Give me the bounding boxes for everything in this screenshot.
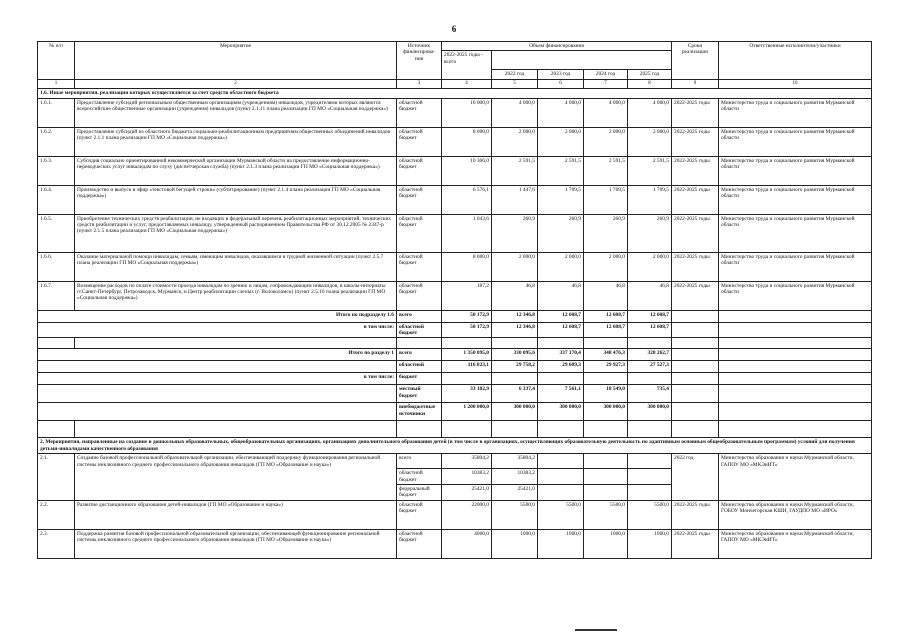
value-cell: 735,4: [628, 385, 672, 403]
value-cell: [538, 484, 584, 500]
row-number: 1.6.5.: [38, 214, 75, 252]
row-event: Создание базовой профессиональной образовательной организации, обеспечивающей поддержку функционирования региональной системы инклюзивного среднего профессионального образования инвалидов (ГП МО «Образование и наука»): [75, 454, 397, 501]
value-cell: 2 000,0: [584, 252, 628, 281]
value-cell: 46,8: [492, 281, 538, 310]
row-source: областной бюджет: [397, 529, 442, 558]
value-cell: 116 823,1: [442, 361, 492, 373]
header-year-2022: 2022 год: [492, 70, 538, 79]
value-cell: 330 095,6: [492, 349, 538, 361]
spacer-row: [38, 421, 872, 438]
empty-cell: [672, 373, 719, 385]
value-cell: 1 447,6: [492, 185, 538, 214]
table-row: [38, 127, 872, 156]
value-cell: 2 000,0: [538, 127, 584, 156]
row-term: 2022-2025 годы: [672, 500, 719, 529]
row-responsible: Министерство труда и социального развития Мурманской области: [719, 281, 872, 310]
total-label: [38, 385, 397, 403]
row-term: 2022-2025 годы: [672, 529, 719, 558]
header-year-2025: 2025 год: [628, 70, 672, 79]
value-cell: 1000,0: [538, 529, 584, 558]
value-cell: 46,8: [538, 281, 584, 310]
value-cell: 25421,0: [442, 484, 492, 500]
empty-cell: [719, 349, 872, 361]
subtotal-source: всего: [397, 310, 442, 322]
value-cell: 300 000,0: [628, 403, 672, 421]
empty-cell: [719, 421, 872, 438]
row-term: 2022-2025 годы: [672, 281, 719, 310]
value-cell: 22000,0: [442, 500, 492, 529]
value-cell: 1 043,6: [442, 214, 492, 252]
empty-cell: [719, 310, 872, 322]
value-cell: 50 172,9: [442, 310, 492, 322]
row-term: 2022-2025 годы: [672, 185, 719, 214]
col-number: 4: [442, 79, 492, 88]
header-terms: Сроки реализации: [672, 42, 719, 80]
value-cell: 29 927,3: [584, 361, 628, 373]
subtotal-incl-text: в том числе:: [363, 323, 394, 330]
empty-cell: [584, 421, 628, 438]
value-cell: 5500,0: [538, 500, 584, 529]
value-cell: 2 591,5: [584, 156, 628, 185]
row-number: 1.6.6.: [38, 252, 75, 281]
value-cell: 260,9: [538, 214, 584, 252]
empty-cell: [538, 421, 584, 438]
total-row: [38, 373, 872, 385]
value-cell: [538, 373, 584, 385]
row-responsible: Министерство труда и социального развития Мурманской области: [719, 214, 872, 252]
value-cell: [492, 373, 538, 385]
value-cell: 5500,0: [628, 500, 672, 529]
header-years-space: [492, 51, 672, 70]
total-source: всего: [397, 349, 442, 361]
value-cell: [584, 373, 628, 385]
col-number: 6: [538, 79, 584, 88]
table-row: [38, 185, 872, 214]
value-cell: [538, 469, 584, 485]
value-cell: 10383,2: [442, 469, 492, 485]
value-cell: [628, 469, 672, 485]
row-source: областной бюджет: [397, 127, 442, 156]
page-number: 6: [451, 24, 457, 34]
col-number: 10: [719, 79, 872, 88]
empty-cell: [719, 385, 872, 403]
row-responsible: Министерство труда и социального развития Мурманской области: [719, 185, 872, 214]
empty-cell: [719, 373, 872, 385]
value-cell: 12 346,8: [492, 322, 538, 338]
table-row: [38, 214, 872, 252]
row-term: 2022-2025 годы: [672, 252, 719, 281]
value-cell: [584, 484, 628, 500]
row-responsible: Министерство труда и социального развития Мурманской области: [719, 252, 872, 281]
header-year-2023: 2023 год: [538, 70, 584, 79]
value-cell: 2 000,0: [628, 252, 672, 281]
row-source: областной бюджет: [397, 214, 442, 252]
value-cell: 33 182,9: [442, 385, 492, 403]
row-number: 2.2.: [38, 500, 75, 529]
value-cell: 29 758,2: [492, 361, 538, 373]
value-cell: 2 591,5: [492, 156, 538, 185]
value-cell: 29 609,3: [538, 361, 584, 373]
col-number: 9: [672, 79, 719, 88]
empty-cell: [719, 322, 872, 338]
value-cell: 348 476,3: [584, 349, 628, 361]
row-source: областной бюджет: [397, 185, 442, 214]
row-event: Поддержка развития базовой профессиональной образовательной организации, обеспечивающей функционирование региональной системы инклюзивного среднего профессионального образования инвалидов (ГП МО «Образование и наука»): [75, 529, 397, 558]
row-event: Возмещение расходов по оплате стоимости проезда инвалидам по зрению и лицам, сопровождающим инвалидов, в школы-интернаты гг.Санкт-Петербург, Петрозаводск, Мурманск, в Центр реабилитации слепых (г. Волоколамск) (пункт 2.5.16 плана реализации ГП МО «Социальная поддержка»): [75, 281, 397, 310]
value-cell: 50 172,9: [442, 322, 492, 338]
empty-cell: [672, 338, 719, 349]
table-row: [38, 252, 872, 281]
empty-cell: [672, 361, 719, 373]
total-row: [38, 385, 872, 403]
section-title-row: [38, 88, 872, 98]
value-cell: 12 608,7: [584, 322, 628, 338]
value-cell: 16 000,0: [442, 98, 492, 127]
value-cell: 5500,0: [492, 500, 538, 529]
col-number: 8: [628, 79, 672, 88]
value-cell: 1 709,5: [538, 185, 584, 214]
empty-cell: [442, 421, 492, 438]
section-title: 1.6. Иные мероприятия, реализация которых осуществляется за счет средств областного бюджета: [38, 88, 872, 98]
subtotal-row: [38, 310, 872, 322]
value-cell: 300 000,0: [492, 403, 538, 421]
total-source: местный бюджет: [397, 385, 442, 403]
row-source: областной бюджет: [397, 281, 442, 310]
subtotal-label-text: Итого по подразделу 1.6: [335, 311, 394, 318]
col-number: 3: [397, 79, 442, 88]
row-event: Развитие дистанционного образования детей-инвалидов (ГП МО «Образование и наука»): [75, 500, 397, 529]
value-cell: 1000,0: [492, 529, 538, 558]
empty-cell: [719, 403, 872, 421]
empty-cell: [492, 338, 538, 349]
row-source: областной бюджет: [397, 252, 442, 281]
total-source: бюджет: [397, 373, 442, 385]
row-responsible: Министерство образования и науки Мурманской области, ГАПОУ МО «МКЭиИТ»: [719, 529, 872, 558]
value-cell: [584, 469, 628, 485]
empty-cell: [584, 338, 628, 349]
value-cell: 300 000,0: [584, 403, 628, 421]
value-cell: [442, 373, 492, 385]
value-cell: 187,2: [442, 281, 492, 310]
value-cell: 25421,0: [492, 484, 538, 500]
subtotal-label: [38, 322, 397, 338]
value-cell: 10 366,0: [442, 156, 492, 185]
empty-cell: [628, 421, 672, 438]
empty-cell: [397, 338, 442, 349]
row-responsible: Министерство труда и социального развития Мурманской области: [719, 127, 872, 156]
value-cell: 1 709,5: [584, 185, 628, 214]
value-cell: 1000,0: [628, 529, 672, 558]
value-cell: 4 000,0: [492, 98, 538, 127]
value-cell: [628, 484, 672, 500]
row-number: 1.6.7.: [38, 281, 75, 310]
total-source: внебюджетные источники: [397, 403, 442, 421]
value-cell: [584, 454, 628, 469]
column-numbering-row: [38, 79, 872, 88]
total-label: [38, 349, 397, 361]
row-number: 1.6.4.: [38, 185, 75, 214]
col-number: 2: [75, 79, 397, 88]
row-term: 2022-2025 годы: [672, 127, 719, 156]
value-cell: 12 608,7: [538, 310, 584, 322]
empty-cell: [672, 403, 719, 421]
row-responsible: Министерство труда и социального развития Мурманской области: [719, 98, 872, 127]
value-cell: 12 608,7: [538, 322, 584, 338]
row-number: 1.6.1.: [38, 98, 75, 127]
value-cell: 46,8: [584, 281, 628, 310]
footer-line: [575, 629, 617, 631]
empty-cell: [672, 421, 719, 438]
row-event: Субсидия социально ориентированной некоммерческой организации Мурманской области на предоставление информационно-переводческих услуг инвалидам по слуху (диспетчерская служба) (пункт 2.1.3 плана реализации ГП МО «Социальная поддержка»): [75, 156, 397, 185]
row-event: Предоставление субсидий из областного бюджета социально-реабилитационным предприятиям общественных объединений инвалидов (пункт 2.1.1 плана реализации ГП МО «Социальная поддержка»): [75, 127, 397, 156]
value-cell: [628, 454, 672, 469]
value-cell: 4 000,0: [628, 98, 672, 127]
subtotal-source: областной бюджет: [397, 322, 442, 338]
value-cell: 1 709,5: [628, 185, 672, 214]
table-row: [38, 98, 872, 127]
spacer-row: [38, 338, 872, 349]
row-term: 2022-2025 годы: [672, 156, 719, 185]
value-cell: 12 608,7: [628, 310, 672, 322]
row-source: областной бюджет: [397, 156, 442, 185]
value-cell: [628, 373, 672, 385]
value-cell: 12 346,8: [492, 310, 538, 322]
section-title: 2. Мероприятия, направленные на создание в дошкольных образовательных, общеобразовательных организациях, организациях дополнительного образования детей (в том числе в организациях, осуществляющих образовательную деятельность по адаптивным основным общеобразовательным программам) условий для получения детьми-инвалидами качественного образования: [38, 438, 872, 454]
empty-cell: [628, 338, 672, 349]
value-cell: 10383,2: [492, 469, 538, 485]
row-responsible: Министерство образования и науки Мурманской области, ГОБОУ Мончегорская КШИ, ГАУДПО МО «ИРО»: [719, 500, 872, 529]
row-event: Приобретение технических средств реабилитации, не входящих в федеральный перечень реабилитационных мероприятий, технических средств реабилитации и услуг, предоставляемых инвалиду, утвержденный распоряжением Правительства РФ от 30.12.2005 № 2347-р (пункт 2.1.5 плана реализации ГП МО «Социальная поддержка»): [75, 214, 397, 252]
value-cell: 2 000,0: [538, 252, 584, 281]
row-event: Оказание материальной помощи инвалидам, семьям, имеющим инвалидов, оказавшимся в трудной жизненной ситуации (пункт 2.5.7 плана реализации ГП МО «Социальная поддержка»): [75, 252, 397, 281]
value-cell: 8 000,0: [442, 127, 492, 156]
value-cell: 4 000,0: [538, 98, 584, 127]
value-cell: 300 000,0: [538, 403, 584, 421]
empty-cell: [38, 338, 75, 349]
financing-table: [37, 41, 872, 559]
empty-cell: [397, 421, 442, 438]
value-cell: 35804,2: [492, 454, 538, 469]
value-cell: 5500,0: [584, 500, 628, 529]
empty-cell: [538, 338, 584, 349]
value-cell: 12 608,7: [584, 310, 628, 322]
value-cell: 12 608,7: [628, 322, 672, 338]
value-cell: 260,9: [492, 214, 538, 252]
value-cell: 1 350 095,0: [442, 349, 492, 361]
value-cell: 46,8: [628, 281, 672, 310]
header-responsible: Ответственные исполнители/участники: [719, 42, 872, 80]
row-number: 1.6.3.: [38, 156, 75, 185]
row-source: областной бюджет: [397, 98, 442, 127]
value-cell: [538, 454, 584, 469]
subtotal-label: [38, 310, 397, 322]
total-label: [38, 403, 397, 421]
value-cell: 2 591,5: [628, 156, 672, 185]
row-number: 2.3.: [38, 529, 75, 558]
empty-cell: [672, 310, 719, 322]
col-number: 5: [492, 79, 538, 88]
empty-cell: [672, 349, 719, 361]
value-cell: 337 170,4: [538, 349, 584, 361]
col-number: 1: [38, 79, 75, 88]
header-num: № п/п: [38, 42, 75, 80]
value-cell: 7 561,1: [538, 385, 584, 403]
empty-cell: [672, 385, 719, 403]
row-term: 2022-2025 годы: [672, 214, 719, 252]
row-number: 2.1.: [38, 454, 75, 501]
total-row: [38, 349, 872, 361]
table-row: [38, 281, 872, 310]
value-cell: 328 262,7: [628, 349, 672, 361]
empty-cell: [38, 421, 75, 438]
empty-cell: [719, 361, 872, 373]
header-event: Мероприятие: [75, 42, 397, 80]
row-term: 2022-2025 годы: [672, 98, 719, 127]
total-source: областной: [397, 361, 442, 373]
header-volume: Объем финансирования: [442, 42, 672, 51]
value-cell: 2 000,0: [584, 127, 628, 156]
subtotal-row: [38, 322, 872, 338]
value-cell: 4 000,0: [584, 98, 628, 127]
table-row: [38, 529, 872, 558]
value-cell: 1 200 000,0: [442, 403, 492, 421]
empty-cell: [672, 322, 719, 338]
total-label: [38, 373, 397, 385]
row-source: областной бюджет: [397, 500, 442, 529]
value-cell: 2 000,0: [628, 127, 672, 156]
value-cell: 260,9: [628, 214, 672, 252]
header-source: Источник финансирова-ния: [397, 42, 442, 80]
value-cell: 35804,2: [442, 454, 492, 469]
empty-cell: [719, 338, 872, 349]
row-source: всего: [397, 454, 442, 469]
empty-cell: [442, 338, 492, 349]
empty-cell: [492, 421, 538, 438]
value-cell: 27 527,3: [628, 361, 672, 373]
row-event: Производство и выпуск в эфир «текстовой бегущей строки» (субтитрирование) (пункт 2.1.4 плана реализации ГП МО «Социальная поддержка»): [75, 185, 397, 214]
value-cell: 2 000,0: [492, 252, 538, 281]
row-responsible: Министерство труда и социального развития Мурманской области: [719, 156, 872, 185]
table-row: [38, 156, 872, 185]
header-total: 2022-2025 годы - всего: [442, 51, 492, 79]
value-cell: 260,9: [584, 214, 628, 252]
value-cell: 2 000,0: [492, 127, 538, 156]
value-cell: 2 591,5: [538, 156, 584, 185]
row-source: областной бюджет: [397, 469, 442, 485]
value-cell: 1000,0: [584, 529, 628, 558]
row-event: Предоставление субсидий региональным общественным организациям (учреждениям) инвалидов, учредителями которых являются всероссийские общественные организации (учреждения) инвалидов (пункт 2.1.11 плана реализации ГП МО «Социальная поддержка»): [75, 98, 397, 127]
total-incl-text: в том числе:: [363, 374, 394, 381]
col-number: 7: [584, 79, 628, 88]
row-term: 2022 год: [672, 454, 719, 501]
row-responsible: Министерство образования и науки Мурманской области, ГАПОУ МО «МКЭиИТ»: [719, 454, 872, 501]
row-number: 1.6.2.: [38, 127, 75, 156]
total-row: [38, 403, 872, 421]
empty-cell: [75, 338, 397, 349]
section-title-row: [38, 438, 872, 454]
value-cell: 18 549,0: [584, 385, 628, 403]
table-row: [38, 454, 872, 469]
table-row: [38, 500, 872, 529]
value-cell: 6 576,1: [442, 185, 492, 214]
value-cell: 8 000,0: [442, 252, 492, 281]
total-label-text: Итого по разделу 1: [348, 350, 394, 357]
row-source: федеральный бюджет: [397, 484, 442, 500]
value-cell: 4000,0: [442, 529, 492, 558]
empty-cell: [75, 421, 397, 438]
total-label: [38, 361, 397, 373]
header-year-2024: 2024 год: [584, 70, 628, 79]
total-row: [38, 361, 872, 373]
value-cell: 6 337,4: [492, 385, 538, 403]
